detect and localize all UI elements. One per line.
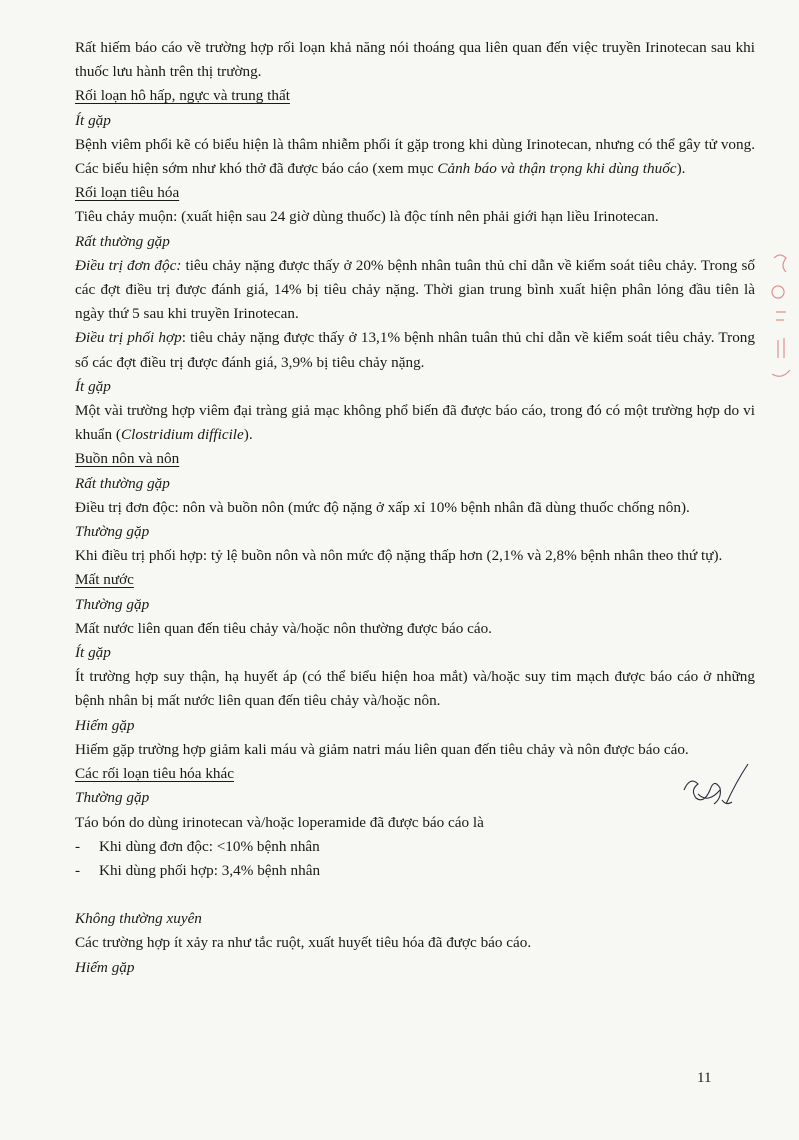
text-run: ). [676, 160, 686, 178]
section-heading [75, 568, 755, 592]
body-paragraph [75, 36, 755, 84]
frequency-label [75, 472, 755, 496]
body-paragraph [75, 665, 755, 713]
text-run: Điều trị đơn độc: nôn và buồn nôn (mức độ nặng ở xấp xỉ 10% bệnh nhân đã dùng thuốc chống nôn). [75, 498, 690, 516]
frequency-label [75, 907, 755, 931]
section-heading [75, 84, 755, 108]
document-body [75, 36, 755, 980]
text-run: Hiếm gặp [75, 716, 135, 734]
text-run: Khi dùng phối hợp: 3,4% bệnh nhân [99, 861, 321, 879]
text-run: Hiếm gặp [75, 958, 135, 976]
text-run: Rất hiếm báo cáo về trường hợp rối loạn khả năng nói thoáng qua liên quan đến việc truyền Irinotecan sau khi thuốc lưu hành trên thị trường. [75, 39, 755, 81]
bullet-marker: - [75, 837, 81, 855]
bullet-item [75, 859, 755, 883]
body-paragraph [75, 617, 755, 641]
text-run: Táo bón do dùng irinotecan và/hoặc loperamide đã được báo cáo là [75, 813, 484, 831]
text-run: Ít gặp [75, 377, 111, 395]
text-run: Mất nước liên quan đến tiêu chảy và/hoặc nôn thường được báo cáo. [75, 619, 492, 637]
frequency-label [75, 520, 755, 544]
text-run: Khi điều trị phối hợp: tỷ lệ buồn nôn và nôn mức độ nặng thấp hơn (2,1% và 2,8% bệnh nhân theo thứ tự). [75, 547, 723, 565]
frequency-label [75, 109, 755, 133]
bullet-text [99, 835, 320, 859]
frequency-label [75, 714, 755, 738]
text-run: ). [243, 426, 253, 444]
body-paragraph [75, 326, 755, 374]
italic-text: Điều trị phối hợp [75, 329, 182, 347]
text-run: Một vài trường hợp viêm đại tràng giả mạc không phổ biến đã được báo cáo, trong đó có một trường hợp do vi khuẩn ( [75, 402, 755, 444]
frequency-label [75, 956, 755, 980]
bullet-text [99, 859, 320, 883]
stamp-fragment [768, 250, 796, 390]
body-paragraph [75, 811, 755, 835]
frequency-label [75, 375, 755, 399]
blank-line [75, 883, 755, 907]
bullet-item [75, 835, 755, 859]
text-run: Buồn nôn và nôn [75, 450, 180, 468]
italic-text: Cảnh báo và thận trọng khi dùng thuốc [437, 160, 677, 178]
frequency-label [75, 641, 755, 665]
page-number: 11 [697, 1070, 712, 1086]
signature [676, 760, 756, 820]
body-paragraph [75, 544, 755, 568]
text-run: Bệnh viêm phổi kẽ có biểu hiện là thâm nhiễm phổi ít gặp trong khi dùng Irinotecan, nhưng có thể gây tử vong. Các biểu hiện sớm như khó thở đã được báo cáo (xem mục [75, 135, 755, 178]
body-paragraph [75, 205, 755, 229]
text-run: Rất thường gặp [75, 474, 170, 492]
text-run: Mất nước [75, 571, 134, 589]
italic-text: Clostridium difficile [120, 426, 244, 444]
text-run: Thường gặp [75, 523, 150, 541]
italic-text: Điều trị đơn độc: [75, 256, 182, 274]
text-run: Các trường hợp ít xảy ra như tắc ruột, xuất huyết tiêu hóa đã được báo cáo. [75, 934, 532, 952]
text-run: Không thường xuyên [75, 910, 202, 928]
text-run: Các rối loạn tiêu hóa khác [75, 765, 234, 783]
section-heading [75, 762, 755, 786]
bullet-marker: - [75, 861, 81, 879]
frequency-label [75, 230, 755, 254]
text-run: Rối loạn hô hấp, ngực và trung thất [75, 87, 290, 105]
body-paragraph [75, 133, 755, 181]
text-run: Rất thường gặp [75, 232, 170, 250]
section-heading [75, 181, 755, 205]
text-run: Ít trường hợp suy thận, hạ huyết áp (có thể biểu hiện hoa mắt) và/hoặc suy tim mạch được báo cáo ở những bệnh nhân bị mất nước liên quan đến tiêu chảy và/hoặc nôn. [75, 668, 755, 710]
text-run: Hiếm gặp trường hợp giảm kali máu và giảm natri máu liên quan đến tiêu chảy và nôn được báo cáo. [75, 740, 689, 758]
text-run: Khi dùng đơn độc: <10% bệnh nhân [99, 837, 320, 855]
body-paragraph [75, 399, 755, 447]
text-run: Tiêu chảy muộn: (xuất hiện sau 24 giờ dùng thuốc) là độc tính nên phải giới hạn liều Irinotecan. [75, 208, 659, 226]
text-run: tiêu chảy nặng được thấy ở 20% bệnh nhân tuân thủ chỉ dẫn về kiểm soát tiêu chảy. Trong số các đợt điều trị được đánh giá, 14% bị tiêu chảy nặng. Thời gian trung bình xuất hiện phân lỏng đầu tiên là ngày thứ 5 sau khi truyền Irinotecan. [75, 256, 755, 323]
body-paragraph [75, 496, 755, 520]
text-run: Thường gặp [75, 789, 150, 807]
frequency-label [75, 786, 755, 810]
body-paragraph [75, 738, 755, 762]
body-paragraph [75, 931, 755, 955]
text-run: Thường gặp [75, 595, 150, 613]
section-heading [75, 447, 755, 471]
text-run: Ít gặp [75, 111, 111, 129]
text-run: : tiêu chảy nặng được thấy ở 13,1% bệnh nhân tuân thủ chỉ dẫn về kiểm soát tiêu chảy. Trong số các đợt điều trị được đánh giá, 3,9% bị tiêu chảy nặng. [75, 329, 755, 371]
frequency-label [75, 593, 755, 617]
text-run: Rối loạn tiêu hóa [75, 184, 180, 202]
text-run: Ít gặp [75, 644, 111, 662]
body-paragraph [75, 254, 755, 327]
